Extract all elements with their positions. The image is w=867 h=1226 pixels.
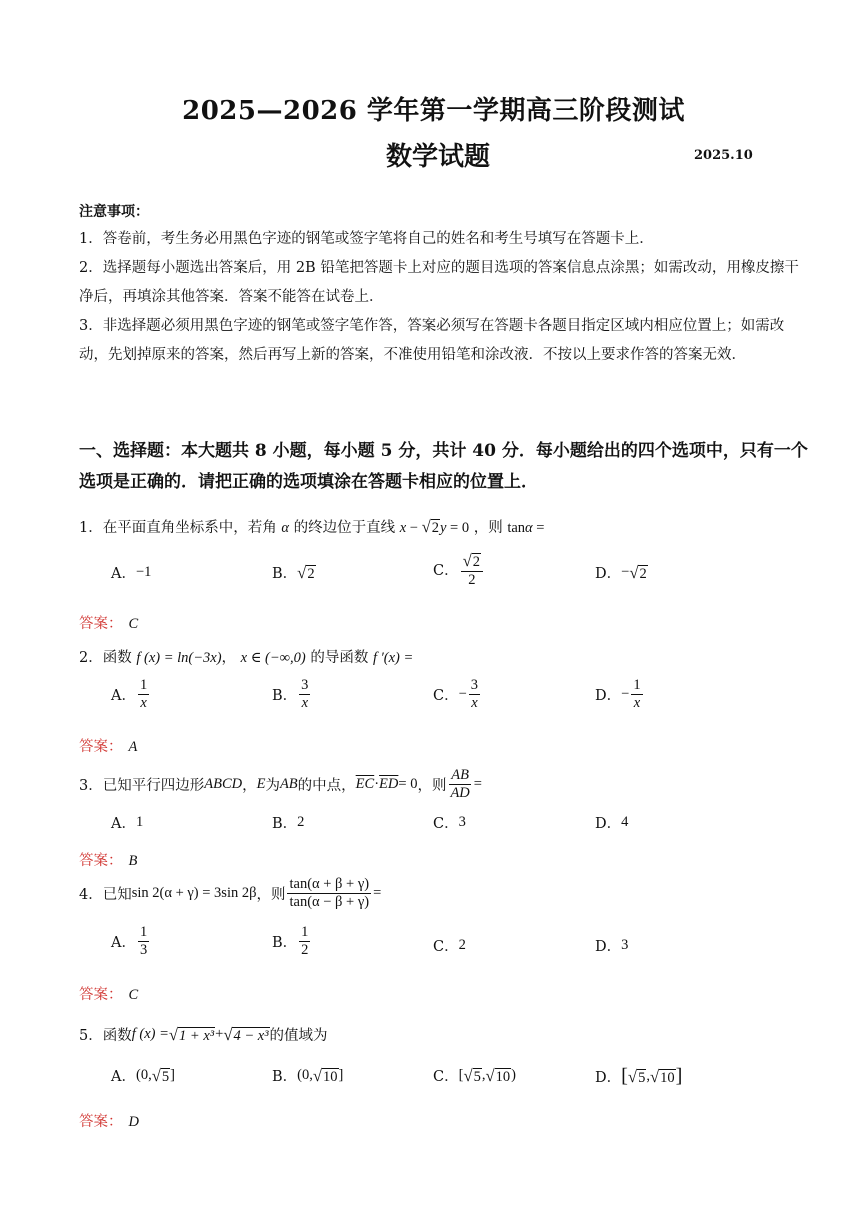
question-1: 1．在平面直角坐标系中，若角 α 的终边位于直线 x − √ 2 y = 0 ，则 tanα = (79, 517, 545, 536)
q3-option-d: D． 4 (595, 814, 629, 832)
q1-option-b: B． √ 2 (272, 562, 315, 582)
question-4: 4．已知 sin 2(α + γ) = 3sin 2β ，则 $\frac{\tan(\alpha + \beta + \gamma)}{\tan(\alpha - \beta + \gamma)}$ = (79, 876, 382, 910)
q5-option-d: D． [ √ 5 , √ 10 ] (595, 1065, 683, 1087)
q5-answer: 答案： D (79, 1114, 139, 1130)
q4-option-a: A． $\frac{1}{3}$ (111, 924, 148, 958)
notice-heading: 注意事项： (79, 204, 149, 220)
section-heading: 一、选择题：本大题共 8 小题，每小题 5 分，共计 40 分．每小题给出的四个选项中，只有一个选项是正确的．请把正确的选项填涂在答题卡相应的位置上． (79, 441, 808, 492)
q2-option-b: B． $\frac{3}{x}$ (272, 677, 309, 711)
q4-answer: 答案： C (79, 987, 139, 1003)
q5-option-b: B． (0, √ 10 ] (272, 1065, 344, 1085)
q1-option-d: D． − √ 2 (595, 562, 647, 582)
q2-option-c: C． − $\frac{3}{x}$ (433, 677, 479, 711)
q4-option-c: C． 2 (433, 937, 466, 955)
q4-option-b: B． $\frac{1}{2}$ (272, 924, 309, 958)
q1-option-c: C． √ 2 2 (433, 551, 485, 588)
q2-option-d: D． − $\frac{1}{x}$ (595, 677, 641, 711)
q1-option-a: A． −1 (111, 564, 152, 582)
notice-item-1: 1．答卷前，考生务必用黑色字迹的钢笔或签字笔将自己的姓名和考生号填写在答题卡上． (79, 231, 654, 247)
question-2: 2．函数 f (x) = ln(−3x)， x ∈ (−∞,0) 的导函数 f ′(x) = (79, 650, 414, 666)
vector-ed: $\overline{ED}$ (379, 775, 399, 792)
vector-ec: $\overline{EC}$ (355, 775, 375, 792)
q3-option-b: B． 2 (272, 814, 305, 832)
question-3: 3．已知平行四边形 ABCD ， E 为 AB 的中点， $\overline{EC}$ · $\overline{ED}$ = 0 ，则 $\frac{AB}{AD}$ = (79, 767, 482, 801)
notice-item-2: 2．选择题每小题选出答案后，用 2B 铅笔把答题卡上对应的题目选项的答案信息点涂黑；如需改动，用橡皮擦干净后，再填涂其他答案．答案不能答在试卷上． (79, 260, 799, 305)
notice-item-3: 3．非选择题必须用黑色字迹的钢笔或签字笔作答，答案必须写在答题卡各题目指定区域内相应位置上；如需改动，先划掉原来的答案，然后再写上新的答案，不准使用铅笔和涂改液．不按以上要求作答的答案无效． (79, 318, 785, 363)
exam-subtitle: 数学试题 (386, 142, 491, 172)
question-5: 5．函数 f (x) = √ 1 + x³ + √ 4 − x³ 的值域为 (79, 1024, 328, 1044)
q1-answer: 答案： C (79, 616, 139, 632)
sqrt-symbol: √ 2 (421, 517, 439, 536)
q3-option-c: C． 3 (433, 814, 466, 832)
exam-date: 2025.10 (694, 148, 753, 163)
q4-option-d: D． 3 (595, 937, 629, 955)
q3-option-a: A． 1 (111, 814, 144, 832)
q5-option-a: A． (0, √ 5 ] (111, 1065, 175, 1085)
q3-answer: 答案： B (79, 853, 138, 869)
exam-title: 2025—2026 学年第一学期高三阶段测试 (182, 96, 685, 126)
q5-option-c: C． [ √ 5 , √ 10 ) (433, 1065, 516, 1085)
q2-option-a: A． $\frac{1}{x}$ (111, 677, 148, 711)
q2-answer: 答案： A (79, 739, 138, 755)
